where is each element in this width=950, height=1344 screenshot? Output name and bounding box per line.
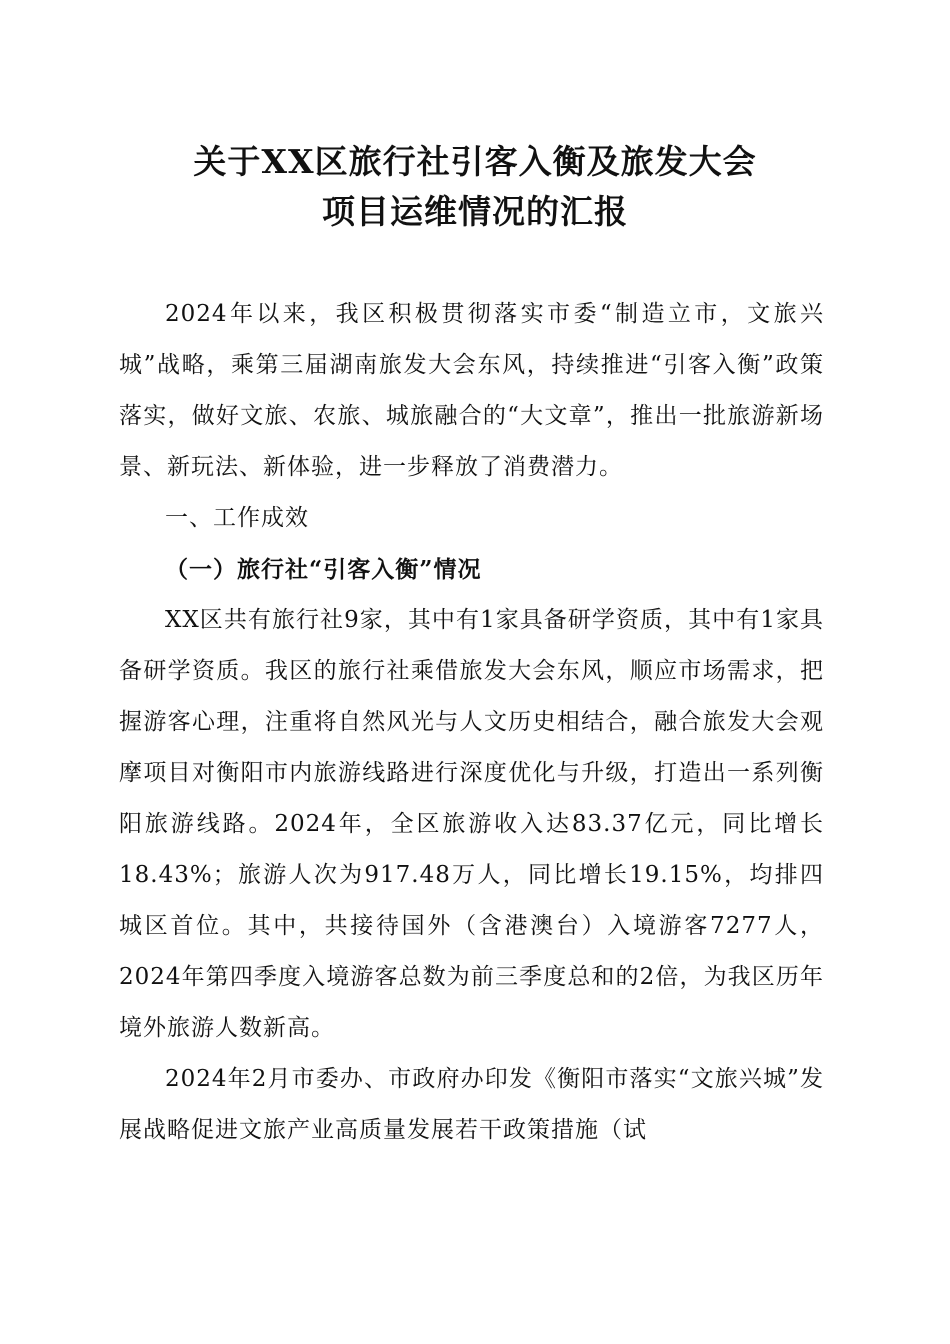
document-body	[119, 289, 824, 1156]
travel-agency-paragraph: XX区共有旅行社9家，其中有1家具备研学资质，其中有1家具备研学资质。我区的旅行社乘借旅发大会东风，顺应市场需求，把握游客心理，注重将自然风光与人文历史相结合，融合旅发大会观摩项目对衡阳市内旅游线路进行深度优化与升级，打造出一系列衡阳旅游线路。2024年，全区旅游收入达83.37亿元，同比增长18.43%；旅游人次为917.48万人，同比增长19.15%，均排四城区首位。其中，共接待国外（含港澳台）入境游客7277人，2024年第四季度入境游客总数为前三季度总和的2倍，为我区历年境外旅游人数新高。	[119, 607, 824, 1041]
intro-paragraph: 2024年以来，我区积极贯彻落实市委“制造立市，文旅兴城”战略，乘第三届湖南旅发大会东风，持续推进“引客入衡”政策落实，做好文旅、农旅、城旅融合的“大文章”，推出一批旅游新场景、新玩法、新体验，进一步释放了消费潜力。	[119, 301, 824, 480]
document-title-line-2: 项目运维情况的汇报	[322, 192, 628, 231]
policy-paragraph: 2024年2月市委办、市政府办印发《衡阳市落实“文旅兴城”发展战略促进文旅产业高质量发展若干政策措施（试	[119, 1066, 824, 1143]
section-heading-work-results: 一、工作成效	[165, 505, 309, 531]
subsection-heading-travel-agencies: （一）旅行社“引客入衡”情况	[165, 556, 482, 583]
document-title-line-1: 关于XX区旅行社引客入衡及旅发大会	[193, 142, 757, 181]
